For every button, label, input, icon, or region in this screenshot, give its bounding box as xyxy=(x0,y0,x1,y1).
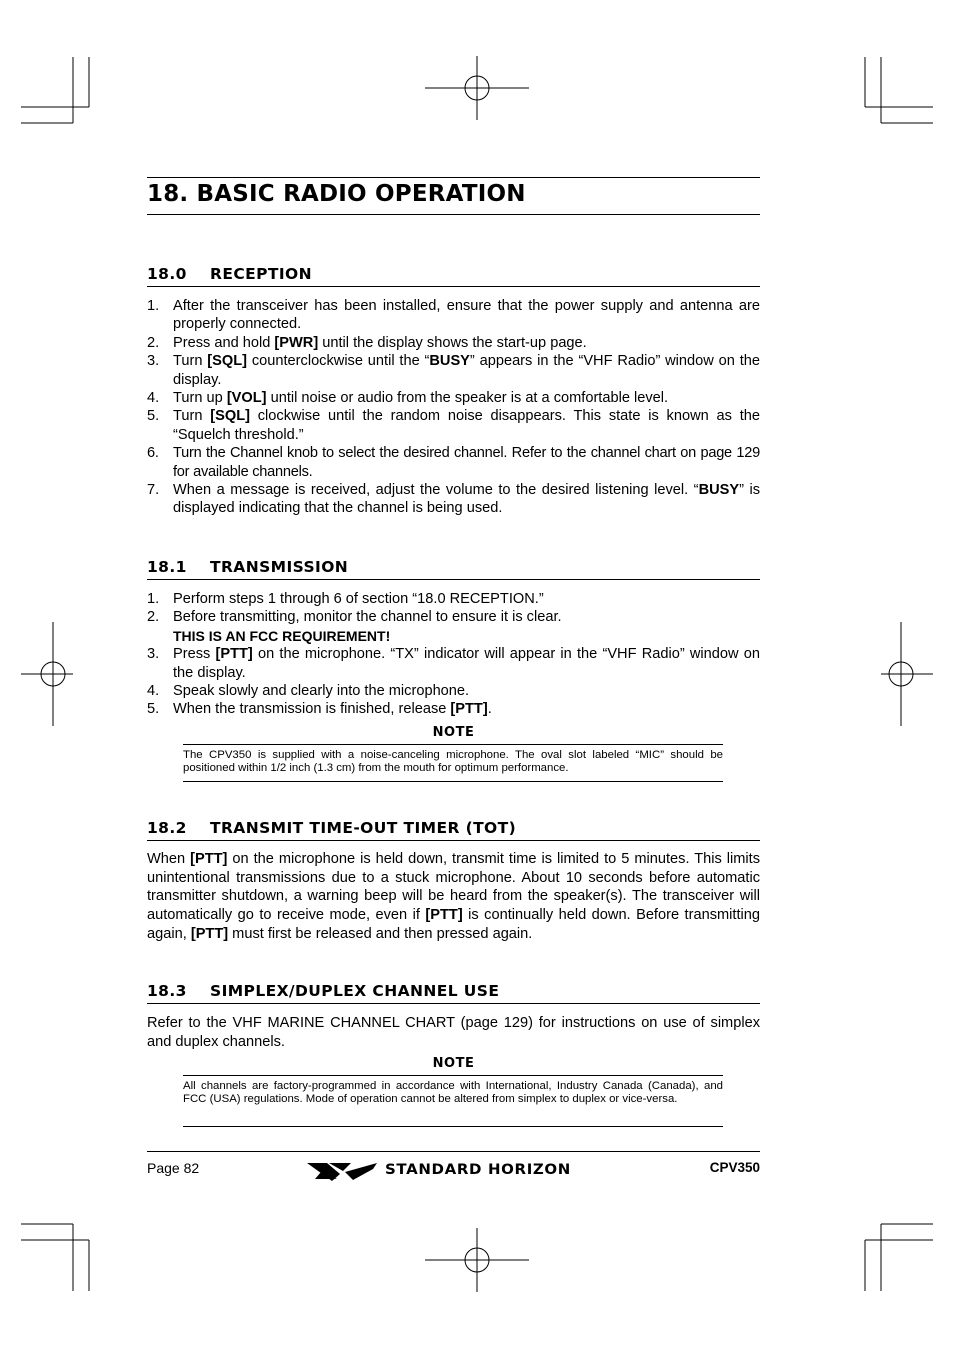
text-run: on the microphone is held down, transmit time is limited to 5 minutes. This limits unintentional transmissions due to a stuck microphone. About 10 seconds before automatic transmitter shutdown, a warning beep will be heard from the speaker(s). The transceiver will automatically go to receive mode, even if xyxy=(147,851,761,924)
text-run: When the transmission is finished, release xyxy=(173,701,451,718)
list-item xyxy=(147,407,760,444)
step-number: 5. xyxy=(147,408,160,425)
step-number: 2. xyxy=(147,609,160,626)
key-label: [PTT] xyxy=(190,925,229,942)
brand-name: STANDARD HORIZON xyxy=(385,1162,571,1178)
list-item xyxy=(147,682,760,700)
step-number: 1. xyxy=(147,591,160,607)
section-number: 18.3 xyxy=(147,982,187,1000)
chapter-top-rule xyxy=(147,177,760,178)
text-run: until the display shows the start-up page. xyxy=(318,334,587,351)
text-run: must first be released and then pressed again. xyxy=(228,925,533,942)
step-number: 5. xyxy=(147,701,160,718)
section-title: TRANSMISSION xyxy=(210,558,349,576)
standard-horizon-logo-icon xyxy=(307,1160,377,1182)
section-heading-simplex-duplex xyxy=(147,983,760,1004)
step-number: 4. xyxy=(147,683,160,700)
list-item xyxy=(147,334,760,352)
text-run: counterclockwise until the “ xyxy=(247,353,430,370)
chapter-title: 18. BASIC RADIO OPERATION xyxy=(147,181,526,207)
chapter-bottom-rule xyxy=(147,214,760,215)
list-item xyxy=(147,444,760,481)
list-item xyxy=(147,352,760,389)
text-run: Before transmitting, monitor the channel to ensure it is clear. xyxy=(173,609,562,626)
model-name: CPV350 xyxy=(709,1160,760,1175)
section-title: SIMPLEX/DUPLEX CHANNEL USE xyxy=(210,982,500,1000)
key-label: [PTT] xyxy=(190,851,228,867)
text-run: Turn xyxy=(173,353,208,370)
key-label: [SQL] xyxy=(207,353,248,370)
step-number: 2. xyxy=(147,334,160,351)
note-label: NOTE xyxy=(432,1056,475,1071)
step-number: 3. xyxy=(147,646,160,663)
channel-note: All channels are factory-programmed in accordance with International, Industry Canada (Canada), and FCC (USA) regulations. Mode of operation cannot be altered from simplex to duplex or vice-versa. xyxy=(183,1075,723,1127)
section-number: 18.0 xyxy=(147,265,187,283)
text-run: ” appears in the “VHF Radio” window on the display. xyxy=(173,353,760,388)
fcc-requirement: THIS IS AN FCC REQUIREMENT! xyxy=(173,627,391,644)
text-run: clockwise until the random noise disappears. This state is known as the “Squelch threshold.” xyxy=(173,408,760,443)
text-run: Perform steps 1 through 6 of section “18.0 RECEPTION.” xyxy=(173,591,544,607)
reception-steps xyxy=(147,297,760,518)
text-run: After the transceiver has been installed, ensure that the power supply and antenna are properly connected. xyxy=(173,298,760,333)
list-item xyxy=(147,608,760,645)
step-number: 6. xyxy=(147,445,159,462)
section-title: TRANSMIT TIME-OUT TIMER (TOT) xyxy=(210,819,517,837)
key-label: [PTT] xyxy=(450,701,488,718)
list-item xyxy=(147,481,760,518)
key-label: BUSY xyxy=(429,353,470,370)
section-number: 18.1 xyxy=(147,558,187,576)
key-label: [PTT] xyxy=(215,646,253,663)
text-run: Press and hold xyxy=(173,334,275,351)
tot-paragraph xyxy=(147,850,760,944)
text-run: Turn the Channel knob to select the desired channel. Refer to the channel chart on page 129 for available channels. xyxy=(173,445,760,480)
footer-rule xyxy=(147,1151,760,1152)
text-run: When a message is received, adjust the volume to the desired listening level. “ xyxy=(173,482,699,499)
text-run: Speak slowly and clearly into the microphone. xyxy=(173,683,470,700)
note-label: NOTE xyxy=(432,725,475,740)
section-heading-transmission xyxy=(147,559,760,580)
microphone-note: The CPV350 is supplied with a noise-canceling microphone. The oval slot labeled “MIC” should be positioned within 1/2 inch (1.3 cm) from the mouth for optimum performance. xyxy=(183,744,723,782)
list-item xyxy=(147,645,760,682)
key-label: BUSY xyxy=(698,482,740,499)
text-run: is continually held down. Before transmitting again, xyxy=(147,907,760,942)
text-run: on the microphone. “TX” indicator will appear in the “VHF Radio” window on the display. xyxy=(173,646,760,681)
list-item xyxy=(147,389,760,407)
section-heading-tot xyxy=(147,820,760,841)
key-label: [PTT] xyxy=(425,907,463,924)
text-run: ” is displayed indicating that the channel is being used. xyxy=(173,482,760,517)
key-label: [PWR] xyxy=(274,334,319,351)
section-number: 18.2 xyxy=(147,819,187,837)
key-label: [SQL] xyxy=(210,408,250,425)
step-number: 4. xyxy=(147,390,160,407)
list-item xyxy=(147,700,760,718)
text-run: . xyxy=(487,701,492,718)
step-number: 1. xyxy=(147,298,160,314)
transmission-steps xyxy=(147,590,760,719)
page-number: Page 82 xyxy=(147,1160,200,1176)
simplex-duplex-paragraph: Refer to the VHF MARINE CHANNEL CHART (page 129) for instructions on use of simplex and duplex channels. xyxy=(147,1015,760,1050)
list-item xyxy=(147,590,760,608)
section-title: RECEPTION xyxy=(210,265,312,283)
text-run: until noise or audio from the speaker is at a comfortable level. xyxy=(266,390,669,407)
key-label: [VOL] xyxy=(226,390,267,407)
step-number: 7. xyxy=(147,482,160,499)
text-run: Press xyxy=(173,646,216,663)
text-run: Turn xyxy=(173,408,211,425)
section-heading-reception xyxy=(147,266,760,287)
text-run: Turn up xyxy=(173,390,227,407)
list-item xyxy=(147,297,760,334)
step-number: 3. xyxy=(147,353,160,370)
text-run: When xyxy=(147,851,191,867)
